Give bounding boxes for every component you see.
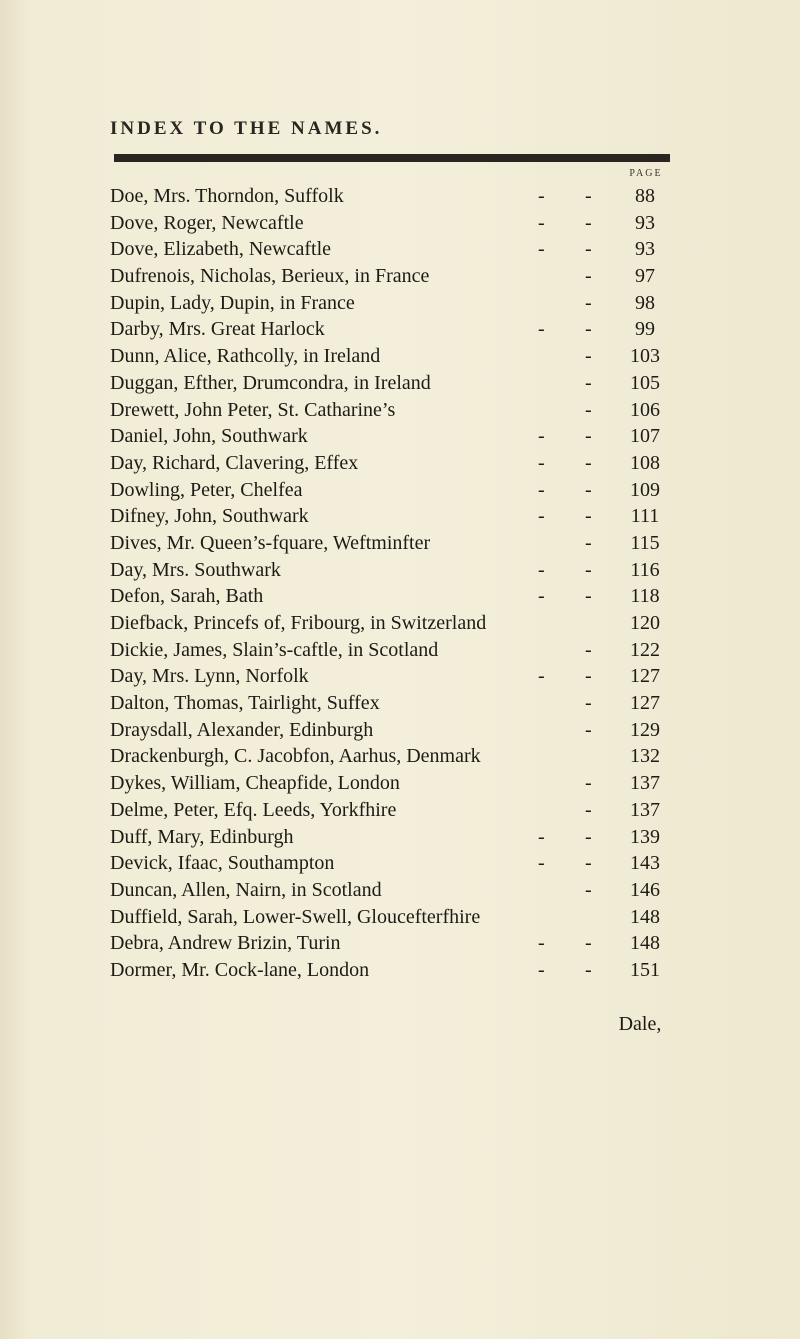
entry-page-number: 143 (630, 852, 660, 875)
leader-dash: - (585, 531, 592, 554)
entry-name: Devick, Ifaac, Southampton (110, 852, 335, 875)
index-entry (110, 690, 675, 717)
entry-page-number: 93 (635, 211, 655, 234)
index-entry (110, 957, 675, 984)
index-entry (110, 850, 675, 877)
leader-dash: - (538, 585, 545, 608)
entry-page-number: 109 (630, 478, 660, 501)
leader-dash: - (538, 425, 545, 448)
index-entry (110, 717, 675, 744)
index-entry (110, 663, 675, 690)
leader-dash: - (585, 958, 592, 981)
leader-dash: - (538, 932, 545, 955)
index-entry (110, 477, 675, 504)
entry-page-number: 99 (635, 318, 655, 341)
index-entry (110, 930, 675, 957)
entry-page-number: 111 (630, 505, 660, 528)
entry-name: Duggan, Efther, Drumcondra, in Ireland (110, 371, 431, 394)
entry-name: Difney, John, Southwark (110, 505, 309, 528)
index-entry (110, 370, 675, 397)
entry-name: Dove, Elizabeth, Newcaftle (110, 238, 332, 261)
leader-dash: - (585, 718, 592, 741)
entry-page-number: 120 (630, 612, 660, 634)
entry-name: Dupin, Lady, Dupin, in France (110, 291, 355, 314)
entry-page-number: 93 (635, 238, 655, 261)
entry-page-number: 108 (630, 451, 660, 474)
entry-name: Daniel, John, Southwark (110, 425, 308, 448)
entry-name: Day, Richard, Clavering, Effex (110, 451, 359, 474)
leader-dash: - (585, 692, 592, 715)
leader-dash: - (585, 211, 592, 234)
index-entry (110, 423, 675, 450)
leader-dash: - (585, 558, 592, 581)
entry-page-number: 105 (630, 371, 660, 394)
index-entry (110, 210, 675, 237)
leader-dash: - (538, 451, 545, 474)
leader-dash: - (585, 665, 592, 688)
entry-name: Diefback, Princefs of, Fribourg, in Switzerland (110, 612, 487, 634)
leader-dash: - (585, 185, 592, 207)
leader-dash: - (585, 638, 592, 661)
leader-dash: - (585, 425, 592, 448)
index-entry (110, 183, 675, 210)
index-entry (110, 637, 675, 664)
entry-name: Drackenburgh, C. Jacobfon, Aarhus, Denmark (110, 745, 481, 768)
index-entry (110, 824, 675, 851)
index-entry (110, 316, 675, 343)
entry-page-number: 129 (630, 718, 660, 741)
entry-page-number: 127 (630, 692, 660, 715)
entry-page-number: 116 (630, 558, 660, 581)
leader-dash: - (538, 825, 545, 848)
leader-dash: - (585, 878, 592, 901)
entry-page-number: 118 (630, 585, 660, 608)
leader-dash: - (538, 238, 545, 261)
leader-dash: - (538, 318, 545, 341)
page-column-label: PAGE (629, 168, 663, 179)
entry-page-number: 115 (630, 531, 660, 554)
leader-dash: - (585, 825, 592, 848)
entry-page-number: 137 (630, 772, 660, 795)
index-entry (110, 877, 675, 904)
entry-page-number: 107 (630, 425, 660, 448)
page-heading: INDEX TO THE NAMES. (110, 118, 383, 139)
leader-dash: - (538, 665, 545, 688)
index-entry (110, 904, 675, 931)
leader-dash: - (585, 852, 592, 875)
entry-name: Day, Mrs. Lynn, Norfolk (110, 665, 309, 688)
leader-dash: - (538, 852, 545, 875)
entry-page-number: 88 (635, 185, 655, 207)
entry-page-number: 148 (630, 932, 660, 955)
leader-dash: - (585, 478, 592, 501)
index-entry (110, 583, 675, 610)
index-entry (110, 343, 675, 370)
entry-name: Dunn, Alice, Rathcolly, in Ireland (110, 345, 381, 368)
leader-dash: - (538, 185, 545, 207)
index-entries (110, 183, 675, 984)
leader-dash: - (585, 585, 592, 608)
index-entry (110, 743, 675, 770)
entry-page-number: 106 (630, 398, 660, 421)
entry-name: Drewett, John Peter, St. Catharine’s (110, 398, 396, 421)
entry-page-number: 132 (630, 745, 660, 768)
leader-dash: - (538, 958, 545, 981)
entry-name: Debra, Andrew Brizin, Turin (110, 932, 341, 955)
leader-dash: - (585, 318, 592, 341)
entry-name: Dormer, Mr. Cock-lane, London (110, 958, 370, 981)
index-entry (110, 770, 675, 797)
index-entry (110, 397, 675, 424)
entry-page-number: 146 (630, 878, 660, 901)
entry-name: Dives, Mr. Queen’s-fquare, Weftminfter (110, 531, 431, 554)
index-entry (110, 236, 675, 263)
leader-dash: - (585, 371, 592, 394)
leader-dash: - (538, 505, 545, 528)
leader-dash: - (585, 291, 592, 314)
entry-name: Duff, Mary, Edinburgh (110, 825, 294, 848)
leader-dash: - (585, 451, 592, 474)
entry-name: Dove, Roger, Newcaftle (110, 211, 304, 234)
leader-dash: - (585, 798, 592, 821)
leader-dash: - (538, 211, 545, 234)
leader-dash: - (585, 772, 592, 795)
entry-page-number: 97 (635, 265, 655, 288)
entry-page-number: 122 (630, 638, 660, 661)
entry-page-number: 103 (630, 345, 660, 368)
entry-name: Dalton, Thomas, Tairlight, Suffex (110, 692, 380, 715)
leader-dash: - (538, 558, 545, 581)
leader-dash: - (538, 478, 545, 501)
entry-name: Dowling, Peter, Chelfea (110, 478, 303, 501)
index-entry (110, 450, 675, 477)
leader-dash: - (585, 345, 592, 368)
leader-dash: - (585, 238, 592, 261)
heading-rule (114, 154, 670, 162)
entry-page-number: 98 (635, 291, 655, 314)
index-entry (110, 503, 675, 530)
entry-page-number: 127 (630, 665, 660, 688)
leader-dash: - (585, 398, 592, 421)
index-entry (110, 797, 675, 824)
entry-name: Doe, Mrs. Thorndon, Suffolk (110, 185, 344, 207)
entry-name: Duffield, Sarah, Lower-Swell, Gloucefterfhire (110, 905, 481, 928)
index-entry (110, 530, 675, 557)
index-entry (110, 557, 675, 584)
entry-name: Darby, Mrs. Great Harlock (110, 318, 325, 341)
leader-dash: - (585, 932, 592, 955)
index-entry (110, 263, 675, 290)
entry-name: Duncan, Allen, Nairn, in Scotland (110, 878, 382, 901)
entry-page-number: 139 (630, 825, 660, 848)
entry-page-number: 137 (630, 798, 660, 821)
catchword: Dale, (618, 1013, 662, 1035)
entry-name: Delme, Peter, Efq. Leeds, Yorkfhire (110, 798, 397, 821)
entry-name: Defon, Sarah, Bath (110, 585, 264, 608)
entry-page-number: 148 (630, 905, 660, 928)
entry-name: Draysdall, Alexander, Edinburgh (110, 718, 374, 741)
entry-name: Dickie, James, Slain’s-caftle, in Scotland (110, 638, 439, 661)
entry-name: Day, Mrs. Southwark (110, 558, 281, 581)
index-entry (110, 610, 675, 637)
entry-name: Dufrenois, Nicholas, Berieux, in France (110, 265, 430, 288)
index-entry (110, 290, 675, 317)
leader-dash: - (585, 505, 592, 528)
entry-name: Dykes, William, Cheapfide, London (110, 772, 400, 795)
leader-dash: - (585, 265, 592, 288)
entry-page-number: 151 (630, 958, 660, 981)
